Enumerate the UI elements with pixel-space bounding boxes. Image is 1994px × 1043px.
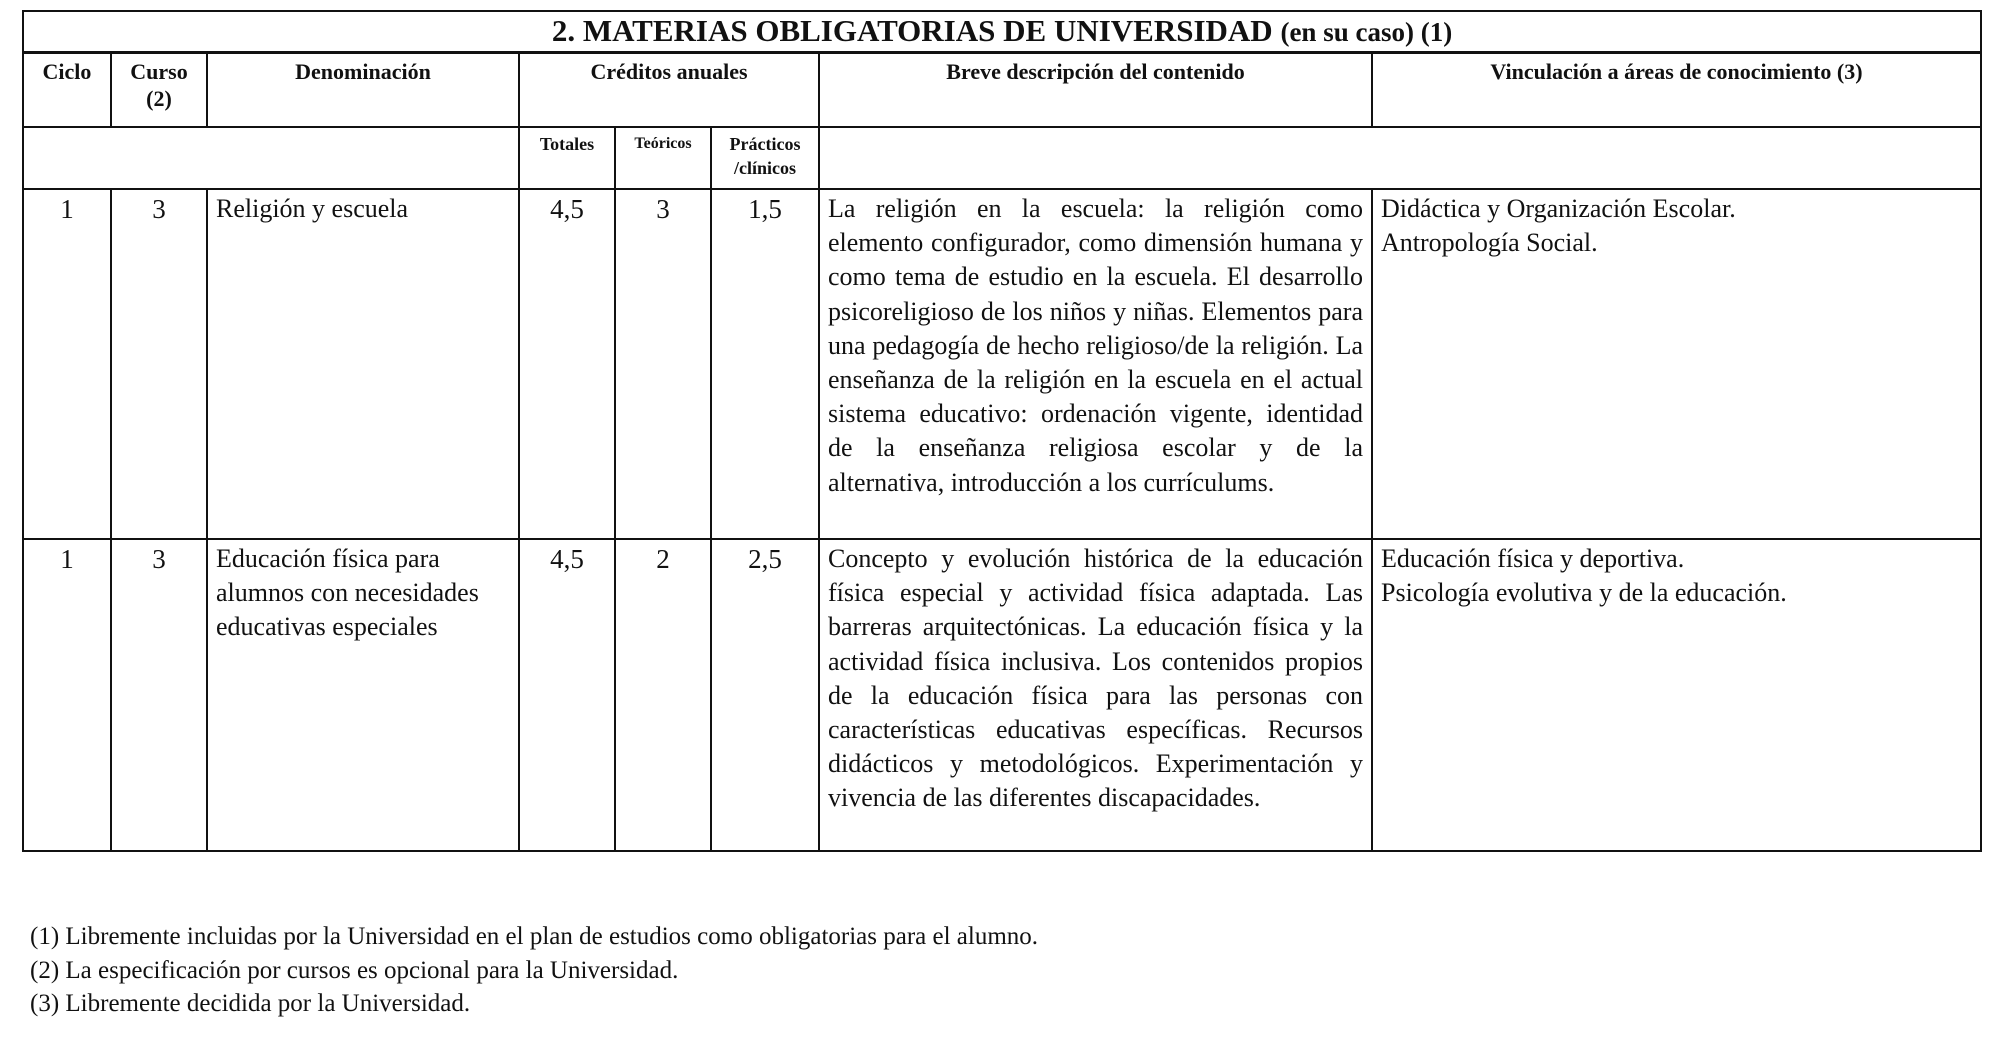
header-denominacion: Denominación	[207, 53, 519, 128]
cell-totales: 4,5	[519, 539, 615, 851]
cell-teoricos: 2	[615, 539, 711, 851]
cell-ciclo: 1	[23, 539, 111, 851]
subheader-blank	[23, 127, 519, 189]
table-row	[23, 189, 1981, 539]
cell-curso: 3	[111, 189, 207, 539]
footnotes	[30, 920, 1038, 1021]
cell-practicos: 2,5	[711, 539, 819, 851]
header-practicos	[711, 127, 819, 189]
footnote: (2) La especificación por cursos es opcional para la Universidad.	[30, 956, 679, 984]
header-descripcion: Breve descripción del contenido	[819, 53, 1372, 128]
cell-denominacion: Educación física para alumnos con necesidades educativas especiales	[207, 539, 519, 851]
header-ciclo: Ciclo	[23, 53, 111, 128]
cell-descripcion: Concepto y evolución histórica de la educación física especial y actividad física adaptada. Las barreras arquitectónicas. La educación física y la actividad física inclusiva. Los contenidos propios de la educación física para las personas con características educativas específicas. Recursos didácticos y metodológicos. Experimentación y vivencia de las diferentes discapacidades.	[819, 539, 1372, 851]
cell-teoricos: 3	[615, 189, 711, 539]
footnote: (3) Libremente decidida por la Universidad.	[30, 990, 471, 1017]
area-item: Educación física y deportiva.	[1381, 544, 1685, 573]
table-row	[23, 539, 1981, 851]
cell-areas	[1372, 189, 1981, 539]
header-curso-label: Curso	[130, 59, 188, 84]
header-creditos: Créditos anuales	[519, 53, 819, 128]
cell-denominacion: Religión y escuela	[207, 189, 519, 539]
header-curso	[111, 53, 207, 128]
header-practicos-sub: /clínicos	[734, 158, 796, 178]
title-main: 2. MATERIAS OBLIGATORIAS DE UNIVERSIDAD	[551, 13, 1273, 48]
cell-ciclo: 1	[23, 189, 111, 539]
cell-totales: 4,5	[519, 189, 615, 539]
subheader-row	[23, 127, 1981, 189]
area-item: Antropología Social.	[1381, 228, 1598, 258]
footnote: (1) Libremente incluidas por la Universidad en el plan de estudios como obligatorias para el alumno.	[30, 923, 1039, 950]
header-row	[23, 53, 1981, 128]
cell-curso: 3	[111, 539, 207, 851]
header-curso-note: (2)	[146, 86, 172, 111]
subheader-blank-right	[819, 127, 1981, 189]
header-vinculacion: Vinculación a áreas de conocimiento (3)	[1372, 53, 1981, 128]
table-title	[23, 11, 1981, 53]
area-item: Didáctica y Organización Escolar.	[1381, 194, 1736, 223]
cell-practicos: 1,5	[711, 189, 819, 539]
title-suffix: (en su caso) (1)	[1280, 17, 1453, 47]
cell-areas	[1372, 539, 1981, 851]
cell-descripcion: La religión en la escuela: la religión como elemento configurador, como dimensión humana y como tema de estudio en la escuela. El desarrollo psicoreligioso de los niños y niñas. Elementos para una pedagogía de hecho religioso/de la religión. La enseñanza de la religión en la escuela en el actual sistema educativo: ordenación vigente, identidad de la enseñanza religiosa escolar y de la alternativa, introducción a los currículums.	[819, 189, 1372, 539]
area-item: Psicología evolutiva y de la educación.	[1381, 578, 1787, 608]
subjects-table	[22, 10, 1982, 852]
subjects-sheet	[22, 10, 1980, 852]
header-totales: Totales	[519, 127, 615, 189]
header-practicos-label: Prácticos	[729, 134, 801, 154]
header-teoricos: Teóricos	[615, 127, 711, 189]
